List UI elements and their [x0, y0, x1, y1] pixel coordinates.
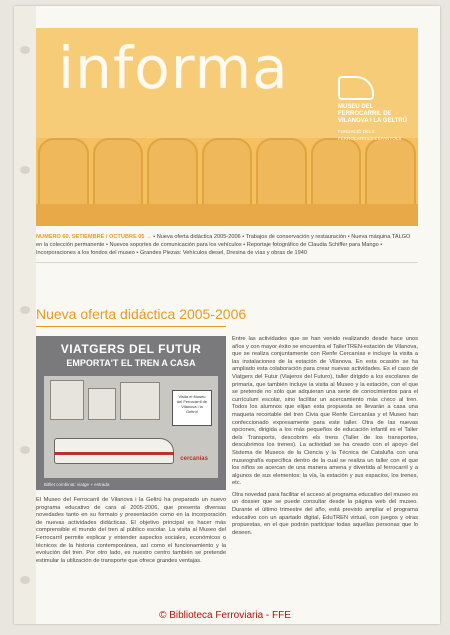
paragraph: Entre las actividades que se han venido realizando desde hace unos años y con mayor éxito se encuentra el TallerTREN-estación de Vilanova, que se realiza conjuntamente con Renfe Cercanías e incluye la visita a las instalaciones de la estación de Vilanova. En esta ocasión se ha ampliado esta colaboración para crear nuevas actividades. Es el caso de Viatgers del Futur (Viajeros del Futuro), taller dirigido a los escolares de primaria, que también incluye la visita al Museo y la estación, con el que se pretende no sólo que adquieran una serie de conocimientos para el currículum escolar, sino facilitar un acercamiento más cívico al tren. Todos los alumnos que elijan esta propuesta se llevarán a casa una maqueta recortable del tren Civia que Renfe Cercanías y el Museo han confeccionado expresamente para este taller. Otra de las nuevas opciones, dirigida a los más pequeños de educación infantil es el Taller dels Transports, descobrim els trens (Taller de los transportes, descubrimos los trenes). La actividad se ha creado con el apoyo del Sistema de Museos de la Ciencia y la Técnica de Cataluña con una museografía específica dentro de la cual se realiza un taller con el que los niños se acercan de una manera amena y divertida al ferrocarril y a algunos de sus elementos: la vía, la estación y sus espacios, los trenes, etc. [232, 336, 418, 487]
train-illustration [54, 438, 174, 464]
arcade-arches [36, 138, 418, 208]
divider [36, 262, 418, 263]
table-of-contents [36, 233, 418, 257]
renfe-brand: cercanías [180, 456, 208, 462]
arch [93, 138, 144, 208]
binding-hole [20, 446, 30, 454]
binding-hole [20, 576, 30, 584]
cover-ground [36, 204, 418, 226]
poster-illustration [44, 376, 218, 478]
building-shape [50, 380, 84, 420]
article-title: Nueva oferta didáctica 2005-2006 [36, 306, 247, 322]
copyright-credit: © Biblioteca Ferroviaria - FFE [159, 610, 291, 621]
right-column-text [232, 336, 418, 541]
paragraph: El Museo del Ferrocarril de Vilanova i la Geltrú ha preparado un nuevo programa educativo de cara al 2005-2006, que presenta diversas novedades tanto en su formato y presentación como en la incorporación de nuevas actividades didácticas. El objetivo principal es hacer más comprensible el mundo del tren al público escolar. La visita al Museo del Ferrocarril permite explicar y entender aspectos sociales, económicos o técnicos de la historia contemporánea, así como el funcionamiento y la evolución del tren. Por otro lado, es nuestro centro también se pretende estimular la utilización de transporte que ofrece grandes ventajas. [36, 497, 226, 564]
masthead-title: informa [58, 34, 289, 102]
poster-image [36, 336, 226, 490]
arch [311, 138, 362, 208]
arch [256, 138, 307, 208]
logo-text: MUSEU DEL FERROCARRIL DE VILANOVA I LA GELTRÚ [338, 104, 407, 124]
poster-headline: VIATGERS DEL FUTUR [60, 342, 202, 356]
cover-photo [36, 28, 418, 226]
poster-caption: Bitllet combinat: viatge + entrada [44, 482, 110, 487]
left-column-text [36, 497, 226, 569]
title-underline [36, 326, 226, 327]
binding-hole [20, 166, 30, 174]
train-stripe [54, 452, 174, 455]
museum-logo [338, 76, 408, 142]
poster-subheadline: EMPORTA'T EL TREN A CASA [66, 358, 196, 368]
speech-bubble: Visita el Museu del Ferrocarril de Vilanova i la Geltrú! [172, 390, 212, 426]
arch [202, 138, 253, 208]
arch [365, 138, 416, 208]
paragraph: Otra novedad para facilitar el acceso al programa educativo del museo es un dossier que se puede consultar desde la página web del museo. Durante el último trimestre del año, está previsto ampliar el programa educativo con un apartado digital, EduTREN virtual, con juegos y otras propuestas, en el que podrán participar todas aquellas personas que lo deseen. [232, 491, 418, 536]
arch [147, 138, 198, 208]
toc-items: • Nueva oferta didáctica 2005-2006 • Trabajos de conservación y restauración • Nueva máquina TALGO en la colección permanente • Nuevos soportes de comunicación para los vehículos • Reportaje fotográfico de Claudia Schiffer para Mango • Incorporaciones a los fondos del museo • Grandes Piezas: Vehículos diesel, Dresina de vías y obras de 1940 [36, 234, 411, 256]
arch [38, 138, 89, 208]
building-shape [120, 382, 160, 420]
building-shape [88, 388, 116, 420]
binding-strip [14, 6, 36, 624]
issue-number: NUMERO 60. SETIEMBRE / OCTUBRE 05 → [36, 234, 152, 240]
binding-hole [20, 306, 30, 314]
binding-hole [20, 46, 30, 54]
logo-subtext: FUNDACIÓ DELS FERROCARRILS ESPANYOLS [338, 129, 402, 141]
logo-mark-icon [338, 76, 374, 100]
